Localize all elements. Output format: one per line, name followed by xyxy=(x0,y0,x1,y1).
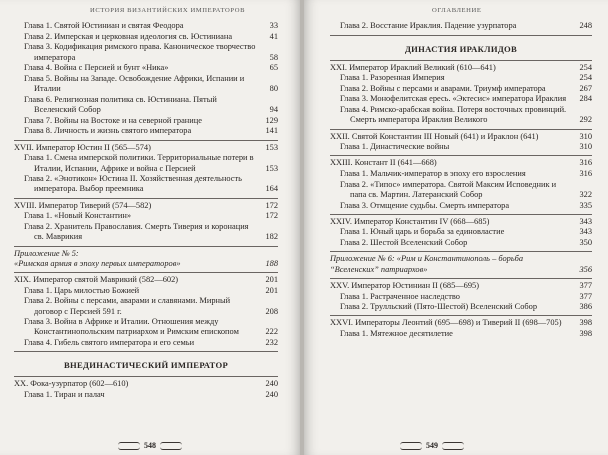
toc-entry-title: Глава 1. Юный царь и борьба за единовластие xyxy=(340,227,505,237)
toc-entry-page: 377 xyxy=(579,291,592,301)
running-head-right: ОГЛАВЛЕНИЕ xyxy=(432,7,482,14)
appendix-entry xyxy=(330,254,592,275)
toc-entry-page: 188 xyxy=(265,258,278,268)
toc-entry xyxy=(330,142,592,152)
toc-entry xyxy=(330,105,592,126)
appendix-label: Приложение № 5: xyxy=(14,248,79,258)
toc-entry-title: Глава 1. Династические войны xyxy=(340,142,450,152)
toc-entry xyxy=(14,95,278,116)
ornament-icon xyxy=(118,442,140,450)
page-number-right xyxy=(400,441,464,450)
toc-entry xyxy=(330,94,592,104)
toc-chapter xyxy=(14,143,278,153)
toc-entry-title: Глава 1. Смена имперской политики. Территориальные потери в Италии, Испании, Африке и война с Персией xyxy=(24,153,254,173)
toc-entry-page: 94 xyxy=(269,105,278,115)
toc-entry xyxy=(14,296,278,317)
divider xyxy=(14,376,278,377)
divider xyxy=(14,140,278,141)
toc-right xyxy=(330,21,592,339)
toc-entry-title: Глава 3. Монофелитская ересь. «Эктесис» императора Ираклия xyxy=(340,94,567,104)
ornament-icon xyxy=(160,442,182,450)
toc-entry-page: 208 xyxy=(265,306,278,316)
divider xyxy=(14,272,278,273)
toc-entry-page: 267 xyxy=(579,83,592,93)
ornament-icon xyxy=(442,442,464,450)
divider xyxy=(14,198,278,199)
toc-entry-page: 248 xyxy=(579,21,592,31)
toc-entry-title: XXIV. Император Константин IV (668—685) xyxy=(330,216,490,226)
toc-entry-page: 386 xyxy=(579,302,592,312)
toc-left xyxy=(14,21,278,400)
toc-entry-page: 41 xyxy=(269,31,278,41)
toc-entry xyxy=(14,126,278,136)
toc-entry-page: 254 xyxy=(579,62,592,72)
toc-entry-page: 322 xyxy=(579,189,592,199)
appendix-title: Приложение № 6: «Рим и Константинополь – борьба “Вселенских” патриархов» xyxy=(330,254,524,274)
toc-entry-page: 172 xyxy=(265,211,278,221)
toc-entry-title: Глава 1. Тиран и палач xyxy=(24,389,105,399)
toc-entry xyxy=(14,317,278,338)
toc-entry-page: 335 xyxy=(579,200,592,210)
toc-entry-title: Глава 3. Отмщение судьбы. Смерть императора xyxy=(340,200,510,210)
toc-entry-title: Глава 1. Святой Юстиниан и святая Феодора xyxy=(24,21,184,31)
toc-entry-title: Глава 1. Мятежное десятилетие xyxy=(340,328,453,338)
toc-entry-page: 310 xyxy=(579,142,592,152)
toc-entry-page: 182 xyxy=(265,232,278,242)
section-heading: ДИНАСТИЯ ИРАКЛИДОВ xyxy=(404,43,518,54)
toc-entry-title: Глава 2. Войны с персами и аварами. Триумф императора xyxy=(340,83,546,93)
section-heading: ВНЕДИНАСТИЧЕСКИЙ ИМПЕРАТОР xyxy=(64,360,228,371)
toc-entry-title: XXV. Император Юстиниан II (685—695) xyxy=(330,280,479,290)
toc-entry-title: Глава 3. Война в Африке и Италии. Отношения между Константинопольским патриархом и Римским епископом xyxy=(24,317,239,337)
toc-entry-title: Глава 1. Мальчик-император в эпоху его взросления xyxy=(340,169,526,179)
toc-entry-title: XXVI. Императоры Леонтий (695—698) и Тиверий II (698—705) xyxy=(330,318,562,328)
toc-entry-page: 310 xyxy=(579,131,592,141)
toc-entry xyxy=(14,21,278,31)
divider xyxy=(330,60,592,61)
toc-entry xyxy=(330,227,592,237)
toc-entry-page: 316 xyxy=(579,169,592,179)
toc-entry xyxy=(330,302,592,312)
appendix-entry xyxy=(14,249,278,270)
toc-entry-page: 350 xyxy=(579,238,592,248)
toc-entry xyxy=(330,238,592,248)
toc-entry xyxy=(14,390,278,400)
toc-entry xyxy=(330,21,592,31)
toc-entry-page: 153 xyxy=(265,142,278,152)
toc-entry xyxy=(330,292,592,302)
toc-entry xyxy=(14,74,278,95)
toc-entry-page: 240 xyxy=(265,379,278,389)
toc-entry xyxy=(330,201,592,211)
toc-entry-title: Глава 5. Войны на Западе. Освобождение Африки, Испании и Италии xyxy=(24,73,245,94)
toc-entry-page: 356 xyxy=(579,264,592,274)
toc-entry xyxy=(14,42,278,63)
toc-entry xyxy=(330,84,592,94)
toc-entry xyxy=(14,211,278,221)
toc-entry-title: Глава 2. «Энотикон» Юстина II. Хозяйственная деятельность императора. Выбор преемника xyxy=(24,174,242,194)
toc-entry-title: Глава 1. Разоренная Империя xyxy=(340,73,445,83)
toc-entry-page: 129 xyxy=(265,115,278,125)
divider xyxy=(330,315,592,316)
toc-entry-page: 232 xyxy=(265,338,278,348)
toc-entry xyxy=(14,174,278,195)
toc-entry-title: Глава 1. Растраченное наследство xyxy=(340,291,460,301)
toc-entry-title: XVII. Император Юстин II (565—574) xyxy=(14,142,151,152)
toc-entry-page: 153 xyxy=(265,163,278,173)
toc-entry-title: Глава 2. Трулльский (Пято-Шестой) Вселенский Собор xyxy=(340,302,538,312)
toc-entry-page: 240 xyxy=(265,389,278,399)
divider xyxy=(14,351,278,352)
toc-entry-title: Глава 6. Религиозная политика св. Юстиниана. Пятый Вселенский Собор xyxy=(24,94,217,115)
toc-entry-page: 254 xyxy=(579,73,592,83)
toc-entry-page: 65 xyxy=(269,63,278,73)
toc-entry-page: 141 xyxy=(265,126,278,136)
left-page xyxy=(0,0,300,455)
appendix-title: «Римская армия в эпоху первых императоров» xyxy=(14,258,181,268)
toc-entry-page: 222 xyxy=(265,327,278,337)
toc-entry-title: Глава 8. Личность и жизнь святого императора xyxy=(24,126,192,136)
toc-entry-title: Глава 2. Хранитель Православия. Смерть Тиверия и коронация св. Маврикия xyxy=(24,221,249,242)
toc-entry xyxy=(14,286,278,296)
toc-chapter xyxy=(330,132,592,142)
toc-entry-title: XXI. Император Ираклий Великий (610—641) xyxy=(330,62,496,72)
toc-chapter xyxy=(330,158,592,168)
toc-entry-title: XVIII. Император Тиверий (574—582) xyxy=(14,200,152,210)
ornament-icon xyxy=(400,442,422,450)
toc-entry xyxy=(14,63,278,73)
toc-entry-page: 398 xyxy=(579,318,592,328)
divider xyxy=(330,35,592,36)
toc-entry-page: 377 xyxy=(579,280,592,290)
toc-chapter xyxy=(330,63,592,73)
divider xyxy=(330,129,592,130)
toc-entry xyxy=(14,153,278,174)
toc-entry-page: 58 xyxy=(269,52,278,62)
divider xyxy=(14,246,278,247)
toc-entry-title: Глава 4. Война с Персией и бунт «Ника» xyxy=(24,63,169,73)
toc-entry-page: 343 xyxy=(579,216,592,226)
folio-number: 548 xyxy=(144,441,156,450)
toc-chapter xyxy=(14,275,278,285)
toc-entry-title: Глава 2. «Типос» императора. Святой Максим Исповедник и папа св. Мартин. Латеранский Собор xyxy=(340,179,557,199)
toc-entry-page: 201 xyxy=(265,275,278,285)
toc-entry-title: XX. Фока-узурпатор (602—610) xyxy=(14,379,129,389)
toc-entry xyxy=(14,222,278,243)
toc-entry xyxy=(330,329,592,339)
toc-entry-title: XXII. Святой Константин III Новый (641) и Ираклон (641) xyxy=(330,131,539,141)
toc-entry-title: Глава 4. Римско-арабская война. Потеря восточных провинций. Смерть императора Ираклия Великого xyxy=(340,104,567,125)
toc-entry xyxy=(14,32,278,42)
toc-entry-title: Глава 2. Имперская и церковная идеология св. Юстиниана xyxy=(24,31,233,41)
toc-entry-page: 284 xyxy=(579,94,592,104)
toc-chapter xyxy=(330,281,592,291)
toc-entry-page: 164 xyxy=(265,184,278,194)
toc-chapter xyxy=(330,217,592,227)
toc-entry-page: 172 xyxy=(265,200,278,210)
running-head-left: ИСТОРИЯ ВИЗАНТИЙСКИХ ИМПЕРАТОРОВ xyxy=(90,7,246,14)
divider xyxy=(330,278,592,279)
toc-entry-title: Глава 2. Шестой Вселенский Собор xyxy=(340,238,468,248)
toc-entry xyxy=(330,73,592,83)
toc-entry xyxy=(14,116,278,126)
toc-chapter xyxy=(14,201,278,211)
toc-entry-title: Глава 1. «Новый Константин» xyxy=(24,211,132,221)
right-page xyxy=(304,0,608,455)
toc-entry-title: Глава 7. Войны на Востоке и на северной границе xyxy=(24,115,202,125)
toc-entry xyxy=(14,338,278,348)
toc-entry-title: XIX. Император святой Маврикий (582—602) xyxy=(14,275,179,285)
toc-entry-title: Глава 3. Кодификация римского права. Каноническое творчество императора xyxy=(24,42,256,62)
toc-entry-page: 33 xyxy=(269,21,278,31)
toc-entry-page: 201 xyxy=(265,285,278,295)
divider xyxy=(330,155,592,156)
toc-entry-title: XXIII. Констант II (641—668) xyxy=(330,158,437,168)
divider xyxy=(330,251,592,252)
toc-entry xyxy=(330,180,592,201)
toc-entry-title: Глава 4. Гибель святого императора и его семьи xyxy=(24,338,195,348)
toc-entry-page: 316 xyxy=(579,158,592,168)
toc-entry xyxy=(330,169,592,179)
toc-entry-page: 398 xyxy=(579,328,592,338)
page-number-left xyxy=(118,441,182,450)
folio-number: 549 xyxy=(426,441,438,450)
toc-chapter xyxy=(14,379,278,389)
toc-chapter xyxy=(330,318,592,328)
toc-entry-title: Глава 2. Восстание Ираклия. Падение узурпатора xyxy=(340,21,517,31)
toc-entry-page: 80 xyxy=(269,84,278,94)
toc-entry-page: 343 xyxy=(579,227,592,237)
toc-entry-page: 292 xyxy=(579,115,592,125)
toc-entry-title: Глава 2. Войны с персами, аварами и славянами. Мирный договор с Персией 591 г. xyxy=(24,296,231,316)
divider xyxy=(330,214,592,215)
toc-entry-title: Глава 1. Царь милостью Божией xyxy=(24,285,140,295)
